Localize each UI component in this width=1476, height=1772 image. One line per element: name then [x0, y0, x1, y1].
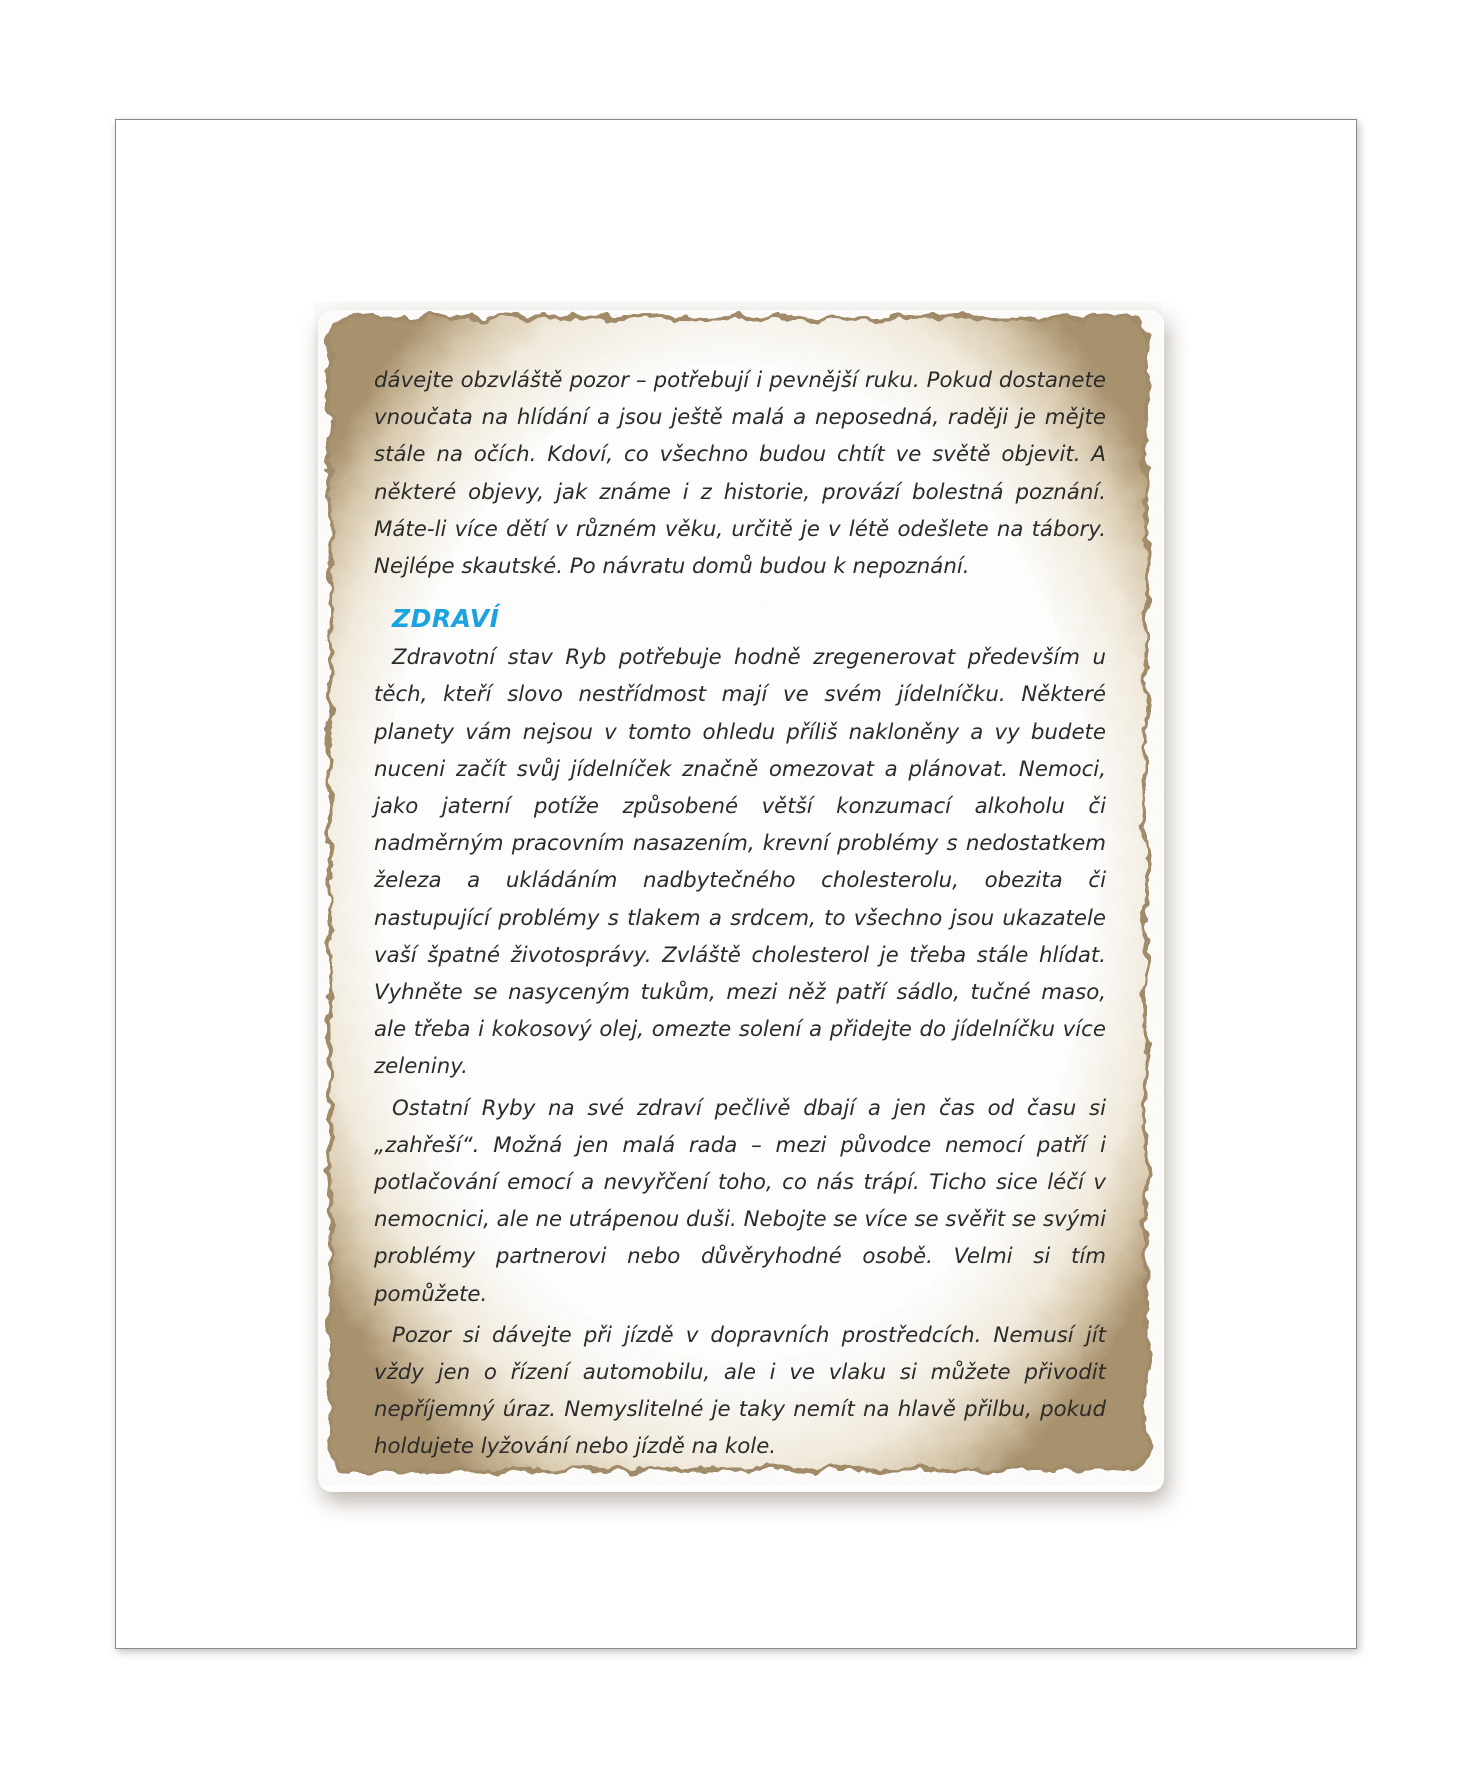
aged-paper-card	[314, 302, 1162, 1486]
intro-paragraph: dávejte obzvláště pozor – potřebují i pevnější ruku. Pokud dostanete vnoučata na hlídání a jsou ještě malá a neposedná, raději je mějte stále na očích. Kdoví, co všechno budou chtít ve světě objevit. A některé objevy, jak známe i z historie, provází bolestná poznání. Máte-li více dětí v různém věku, určitě je v létě odešlete na tábory. Nejlépe skautské. Po návratu domů budou k nepoznání.	[374, 368, 1106, 580]
health-paragraph-1: Zdravotní stav Ryb potřebuje hodně zregenerovat především u těch, kteří slovo nestřídmost mají ve svém jídelníčku. Některé planety vám nejsou v tomto ohledu příliš nakloněny a vy budete nuceni začít svůj jídelníček značně omezovat a plánovat. Nemoci, jako jaterní potíže způsobené větší konzumací alkoholu či nadměrným pracovním nasazením, krevní problémy s nedostatkem železa a ukládáním nadbytečného cholesterolu, obezita či nastupující problémy s tlakem a srdcem, to všechno jsou ukazatele vaší špatné životosprávy. Zvláště cholesterol je třeba stále hlídat. Vyhněte se nasyceným tukům, mezi něž patří sádlo, tučné maso, ale třeba i kokosový olej, omezte solení a přidejte do jídelníčku více zeleniny.	[374, 645, 1106, 1080]
health-paragraph-3: Pozor si dávejte při jízdě v dopravních prostředcích. Nemusí jít vždy jen o řízení automobilu, ale i ve vlaku si můžete přivodit nepříjemný úraz. Nemyslitelné je taky nemít na hlavě přilbu, pokud holdujete lyžování nebo jízdě na kole.	[374, 1322, 1106, 1460]
card-text	[374, 362, 1106, 1466]
health-paragraph-2: Ostatní Ryby na své zdraví pečlivě dbají a jen čas od času si „zahřeší“. Možná jen malá rada – mezi původce nemocí patří i potlačování emocí a nevyřčení toho, co nás trápí. Ticho sice léčí v nemocnici, ale ne utrápenou duši. Nebojte se více se svěřit se svými problémy partnerovi nebo důvěryhodné osobě. Velmi si tím pomůžete.	[374, 1095, 1106, 1307]
section-heading-zdravi: ZDRAVÍ	[392, 604, 500, 634]
